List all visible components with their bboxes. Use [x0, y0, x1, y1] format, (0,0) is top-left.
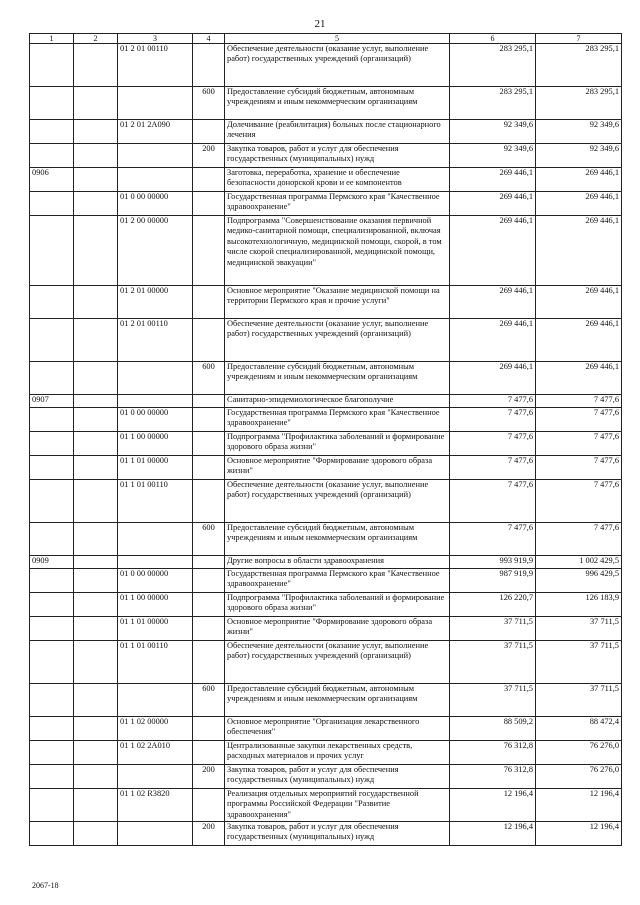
target-article-cell: 01 1 01 00000 [118, 617, 193, 641]
item-name-cell: Государственная программа Пермского края "Качественное здравоохранение" [225, 569, 450, 593]
table-row [30, 192, 622, 216]
section-code-cell [30, 741, 74, 765]
table-row [30, 216, 622, 286]
item-name-cell: Другие вопросы в области здравоохранения [225, 556, 450, 569]
item-name-cell: Предоставление субсидий бюджетным, автономным учреждениям и иным некоммерческим организациям [225, 87, 450, 120]
item-name-cell: Основное мероприятие "Оказание медицинской помощи на территории Пермского края и прочие услуги" [225, 286, 450, 319]
column-header: 5 [225, 34, 450, 44]
amount-2020-cell: 88 472,4 [536, 717, 622, 741]
amount-2020-cell: 92 349,6 [536, 120, 622, 144]
amount-2020-cell: 269 446,1 [536, 192, 622, 216]
table-row [30, 87, 622, 120]
amount-2020-cell: 76 276,0 [536, 765, 622, 789]
expense-type-cell: 200 [193, 144, 225, 168]
amount-2019-cell: 269 446,1 [450, 362, 536, 395]
expense-type-cell [193, 395, 225, 408]
target-article-cell: 01 0 00 00000 [118, 569, 193, 593]
item-name-cell: Государственная программа Пермского края "Качественное здравоохранение" [225, 408, 450, 432]
amount-2019-cell: 126 220,7 [450, 593, 536, 617]
footer-code: 2067-18 [32, 881, 59, 890]
expense-type-cell: 200 [193, 822, 225, 846]
table-row [30, 523, 622, 556]
section-code-cell [30, 684, 74, 717]
subsection-cell [74, 120, 118, 144]
expense-type-cell [193, 741, 225, 765]
expense-type-cell: 200 [193, 765, 225, 789]
table-row [30, 456, 622, 480]
expense-type-cell [193, 168, 225, 192]
amount-2019-cell: 269 446,1 [450, 286, 536, 319]
amount-2019-cell: 987 919,9 [450, 569, 536, 593]
table-row [30, 44, 622, 87]
expense-type-cell [193, 789, 225, 822]
item-name-cell: Основное мероприятие "Формирование здорового образа жизни" [225, 617, 450, 641]
section-code-cell [30, 362, 74, 395]
amount-2020-cell: 269 446,1 [536, 362, 622, 395]
target-article-cell: 01 1 02 R3820 [118, 789, 193, 822]
expense-type-cell [193, 192, 225, 216]
amount-2019-cell: 92 349,6 [450, 144, 536, 168]
amount-2019-cell: 76 312,8 [450, 741, 536, 765]
target-article-cell [118, 822, 193, 846]
item-name-cell: Закупка товаров, работ и услуг для обеспечения государственных (муниципальных) нужд [225, 144, 450, 168]
amount-2020-cell: 92 349,6 [536, 144, 622, 168]
item-name-cell: Подпрограмма "Совершенствование оказания первичной медико-санитарной помощи, специализированной, включая высокотехнологичную, медицинской помощи, скорой, в том числе скорой специализированной, медицинской помощи, медицинской эвакуации" [225, 216, 450, 286]
amount-2020-cell: 269 446,1 [536, 168, 622, 192]
amount-2020-cell: 1 002 429,5 [536, 556, 622, 569]
page-number: 21 [314, 18, 326, 30]
expense-type-cell [193, 569, 225, 593]
subsection-cell [74, 717, 118, 741]
table-row [30, 556, 622, 569]
expense-type-cell [193, 717, 225, 741]
table-row [30, 641, 622, 684]
amount-2020-cell: 7 477,6 [536, 408, 622, 432]
amount-2019-cell: 7 477,6 [450, 523, 536, 556]
amount-2019-cell: 37 711,5 [450, 641, 536, 684]
item-name-cell: Обеспечение деятельности (оказание услуг, выполнение работ) государственных учреждений (организаций) [225, 44, 450, 87]
table-row [30, 684, 622, 717]
table-row [30, 480, 622, 523]
target-article-cell: 01 2 01 00000 [118, 286, 193, 319]
expense-type-cell: 600 [193, 87, 225, 120]
target-article-cell: 01 2 00 00000 [118, 216, 193, 286]
subsection-cell [74, 617, 118, 641]
section-code-cell [30, 192, 74, 216]
item-name-cell: Государственная программа Пермского края "Качественное здравоохранение" [225, 192, 450, 216]
expense-type-cell [193, 456, 225, 480]
expense-type-cell: 600 [193, 362, 225, 395]
item-name-cell: Основное мероприятие "Формирование здорового образа жизни" [225, 456, 450, 480]
amount-2020-cell: 37 711,5 [536, 641, 622, 684]
target-article-cell [118, 523, 193, 556]
amount-2020-cell: 269 446,1 [536, 319, 622, 362]
item-name-cell: Обеспечение деятельности (оказание услуг, выполнение работ) государственных учреждений (организаций) [225, 319, 450, 362]
subsection-cell [74, 395, 118, 408]
subsection-cell [74, 216, 118, 286]
amount-2020-cell: 7 477,6 [536, 395, 622, 408]
subsection-cell [74, 362, 118, 395]
amount-2019-cell: 12 196,4 [450, 822, 536, 846]
expense-type-cell [193, 216, 225, 286]
header-row [30, 34, 622, 44]
table-row [30, 432, 622, 456]
target-article-cell [118, 765, 193, 789]
table-row [30, 822, 622, 846]
expense-type-cell [193, 44, 225, 87]
table-row [30, 362, 622, 395]
subsection-cell [74, 432, 118, 456]
section-code-cell [30, 286, 74, 319]
target-article-cell: 01 1 00 00000 [118, 432, 193, 456]
amount-2019-cell: 283 295,1 [450, 44, 536, 87]
target-article-cell: 01 1 01 00110 [118, 480, 193, 523]
target-article-cell: 01 2 01 2А090 [118, 120, 193, 144]
subsection-cell [74, 684, 118, 717]
section-code-cell [30, 717, 74, 741]
section-code-cell [30, 319, 74, 362]
table-row [30, 765, 622, 789]
subsection-cell [74, 789, 118, 822]
amount-2020-cell: 996 429,5 [536, 569, 622, 593]
expense-type-cell [193, 120, 225, 144]
subsection-cell [74, 192, 118, 216]
amount-2019-cell: 7 477,6 [450, 432, 536, 456]
section-code-cell [30, 144, 74, 168]
amount-2020-cell: 7 477,6 [536, 480, 622, 523]
table-row [30, 120, 622, 144]
amount-2020-cell: 269 446,1 [536, 216, 622, 286]
target-article-cell: 01 0 00 00000 [118, 192, 193, 216]
amount-2019-cell: 92 349,6 [450, 120, 536, 144]
amount-2020-cell: 7 477,6 [536, 456, 622, 480]
section-code-cell [30, 216, 74, 286]
expense-type-cell [193, 556, 225, 569]
expense-type-cell [193, 319, 225, 362]
item-name-cell: Реализация отдельных мероприятий государственной программы Российской Федерации "Развитие здравоохранения" [225, 789, 450, 822]
item-name-cell: Предоставление субсидий бюджетным, автономным учреждениям и иным некоммерческим организациям [225, 523, 450, 556]
amount-2019-cell: 7 477,6 [450, 408, 536, 432]
table-row [30, 408, 622, 432]
subsection-cell [74, 319, 118, 362]
section-code-cell [30, 456, 74, 480]
amount-2019-cell: 37 711,5 [450, 617, 536, 641]
expense-type-cell [193, 432, 225, 456]
item-name-cell: Обеспечение деятельности (оказание услуг, выполнение работ) государственных учреждений (организаций) [225, 641, 450, 684]
table-row [30, 789, 622, 822]
subsection-cell [74, 593, 118, 617]
subsection-cell [74, 408, 118, 432]
section-code-cell [30, 617, 74, 641]
target-article-cell: 01 1 01 00000 [118, 456, 193, 480]
table-row [30, 569, 622, 593]
subsection-cell [74, 569, 118, 593]
target-article-cell: 01 1 00 00000 [118, 593, 193, 617]
budget-table [29, 33, 622, 846]
target-article-cell [118, 684, 193, 717]
section-code-cell [30, 44, 74, 87]
section-code-cell [30, 569, 74, 593]
amount-2020-cell: 12 196,4 [536, 789, 622, 822]
section-code-cell [30, 408, 74, 432]
target-article-cell [118, 87, 193, 120]
item-name-cell: Централизованные закупки лекарственных средств, расходных материалов и прочих услуг [225, 741, 450, 765]
expense-type-cell [193, 617, 225, 641]
target-article-cell: 01 1 02 2А010 [118, 741, 193, 765]
subsection-cell [74, 456, 118, 480]
target-article-cell: 01 2 01 00110 [118, 44, 193, 87]
table-row [30, 144, 622, 168]
subsection-cell [74, 87, 118, 120]
amount-2019-cell: 7 477,6 [450, 456, 536, 480]
section-code-cell [30, 120, 74, 144]
item-name-cell: Заготовка, переработка, хранение и обеспечение безопасности донорской крови и ее компонентов [225, 168, 450, 192]
target-article-cell [118, 144, 193, 168]
column-header: 2 [74, 34, 118, 44]
item-name-cell: Основное мероприятие "Организация лекарственного обеспечения" [225, 717, 450, 741]
amount-2019-cell: 269 446,1 [450, 319, 536, 362]
amount-2020-cell: 7 477,6 [536, 432, 622, 456]
target-article-cell: 01 0 00 00000 [118, 408, 193, 432]
amount-2020-cell: 37 711,5 [536, 617, 622, 641]
item-name-cell: Закупка товаров, работ и услуг для обеспечения государственных (муниципальных) нужд [225, 765, 450, 789]
subsection-cell [74, 523, 118, 556]
column-header: 3 [118, 34, 193, 44]
amount-2020-cell: 126 183,9 [536, 593, 622, 617]
amount-2020-cell: 12 196,4 [536, 822, 622, 846]
subsection-cell [74, 741, 118, 765]
amount-2020-cell: 283 295,1 [536, 44, 622, 87]
subsection-cell [74, 641, 118, 684]
section-code-cell [30, 480, 74, 523]
table-row [30, 741, 622, 765]
amount-2019-cell: 12 196,4 [450, 789, 536, 822]
section-code-cell [30, 765, 74, 789]
expense-type-cell [193, 286, 225, 319]
table-row [30, 617, 622, 641]
amount-2019-cell: 76 312,8 [450, 765, 536, 789]
item-name-cell: Подпрограмма "Профилактика заболеваний и формирование здорового образа жизни" [225, 593, 450, 617]
item-name-cell: Долечивание (реабилитация) больных после стационарного лечения [225, 120, 450, 144]
section-code-cell [30, 593, 74, 617]
table-row [30, 168, 622, 192]
amount-2019-cell: 269 446,1 [450, 168, 536, 192]
section-code-cell [30, 523, 74, 556]
expense-type-cell [193, 593, 225, 617]
subsection-cell [74, 44, 118, 87]
subsection-cell [74, 144, 118, 168]
target-article-cell [118, 556, 193, 569]
column-header: 4 [193, 34, 225, 44]
table-row [30, 319, 622, 362]
item-name-cell: Предоставление субсидий бюджетным, автономным учреждениям и иным некоммерческим организациям [225, 362, 450, 395]
subsection-cell [74, 480, 118, 523]
section-code-cell [30, 432, 74, 456]
amount-2019-cell: 7 477,6 [450, 395, 536, 408]
expense-type-cell: 600 [193, 684, 225, 717]
table-row [30, 717, 622, 741]
amount-2020-cell: 37 711,5 [536, 684, 622, 717]
subsection-cell [74, 168, 118, 192]
amount-2019-cell: 7 477,6 [450, 480, 536, 523]
column-header: 6 [450, 34, 536, 44]
amount-2019-cell: 993 919,9 [450, 556, 536, 569]
table-row [30, 286, 622, 319]
amount-2019-cell: 283 295,1 [450, 87, 536, 120]
section-code-cell: 0906 [30, 168, 74, 192]
item-name-cell: Закупка товаров, работ и услуг для обеспечения государственных (муниципальных) нужд [225, 822, 450, 846]
table-row [30, 593, 622, 617]
subsection-cell [74, 822, 118, 846]
section-code-cell: 0907 [30, 395, 74, 408]
amount-2020-cell: 283 295,1 [536, 87, 622, 120]
subsection-cell [74, 556, 118, 569]
target-article-cell: 01 1 02 00000 [118, 717, 193, 741]
subsection-cell [74, 286, 118, 319]
section-code-cell [30, 87, 74, 120]
column-header: 7 [536, 34, 622, 44]
expense-type-cell [193, 480, 225, 523]
section-code-cell: 0909 [30, 556, 74, 569]
item-name-cell: Санитарно-эпидемиологическое благополучие [225, 395, 450, 408]
amount-2019-cell: 88 509,2 [450, 717, 536, 741]
amount-2020-cell: 269 446,1 [536, 286, 622, 319]
amount-2019-cell: 37 711,5 [450, 684, 536, 717]
target-article-cell: 01 1 01 00110 [118, 641, 193, 684]
amount-2019-cell: 269 446,1 [450, 216, 536, 286]
expense-type-cell [193, 641, 225, 684]
target-article-cell: 01 2 01 00110 [118, 319, 193, 362]
amount-2020-cell: 76 276,0 [536, 741, 622, 765]
target-article-cell [118, 395, 193, 408]
section-code-cell [30, 789, 74, 822]
target-article-cell [118, 168, 193, 192]
amount-2019-cell: 269 446,1 [450, 192, 536, 216]
section-code-cell [30, 641, 74, 684]
item-name-cell: Обеспечение деятельности (оказание услуг, выполнение работ) государственных учреждений (организаций) [225, 480, 450, 523]
table-row [30, 395, 622, 408]
target-article-cell [118, 362, 193, 395]
item-name-cell: Предоставление субсидий бюджетным, автономным учреждениям и иным некоммерческим организациям [225, 684, 450, 717]
item-name-cell: Подпрограмма "Профилактика заболеваний и формирование здорового образа жизни" [225, 432, 450, 456]
expense-type-cell [193, 408, 225, 432]
amount-2020-cell: 7 477,6 [536, 523, 622, 556]
subsection-cell [74, 765, 118, 789]
expense-type-cell: 600 [193, 523, 225, 556]
column-header: 1 [30, 34, 74, 44]
section-code-cell [30, 822, 74, 846]
